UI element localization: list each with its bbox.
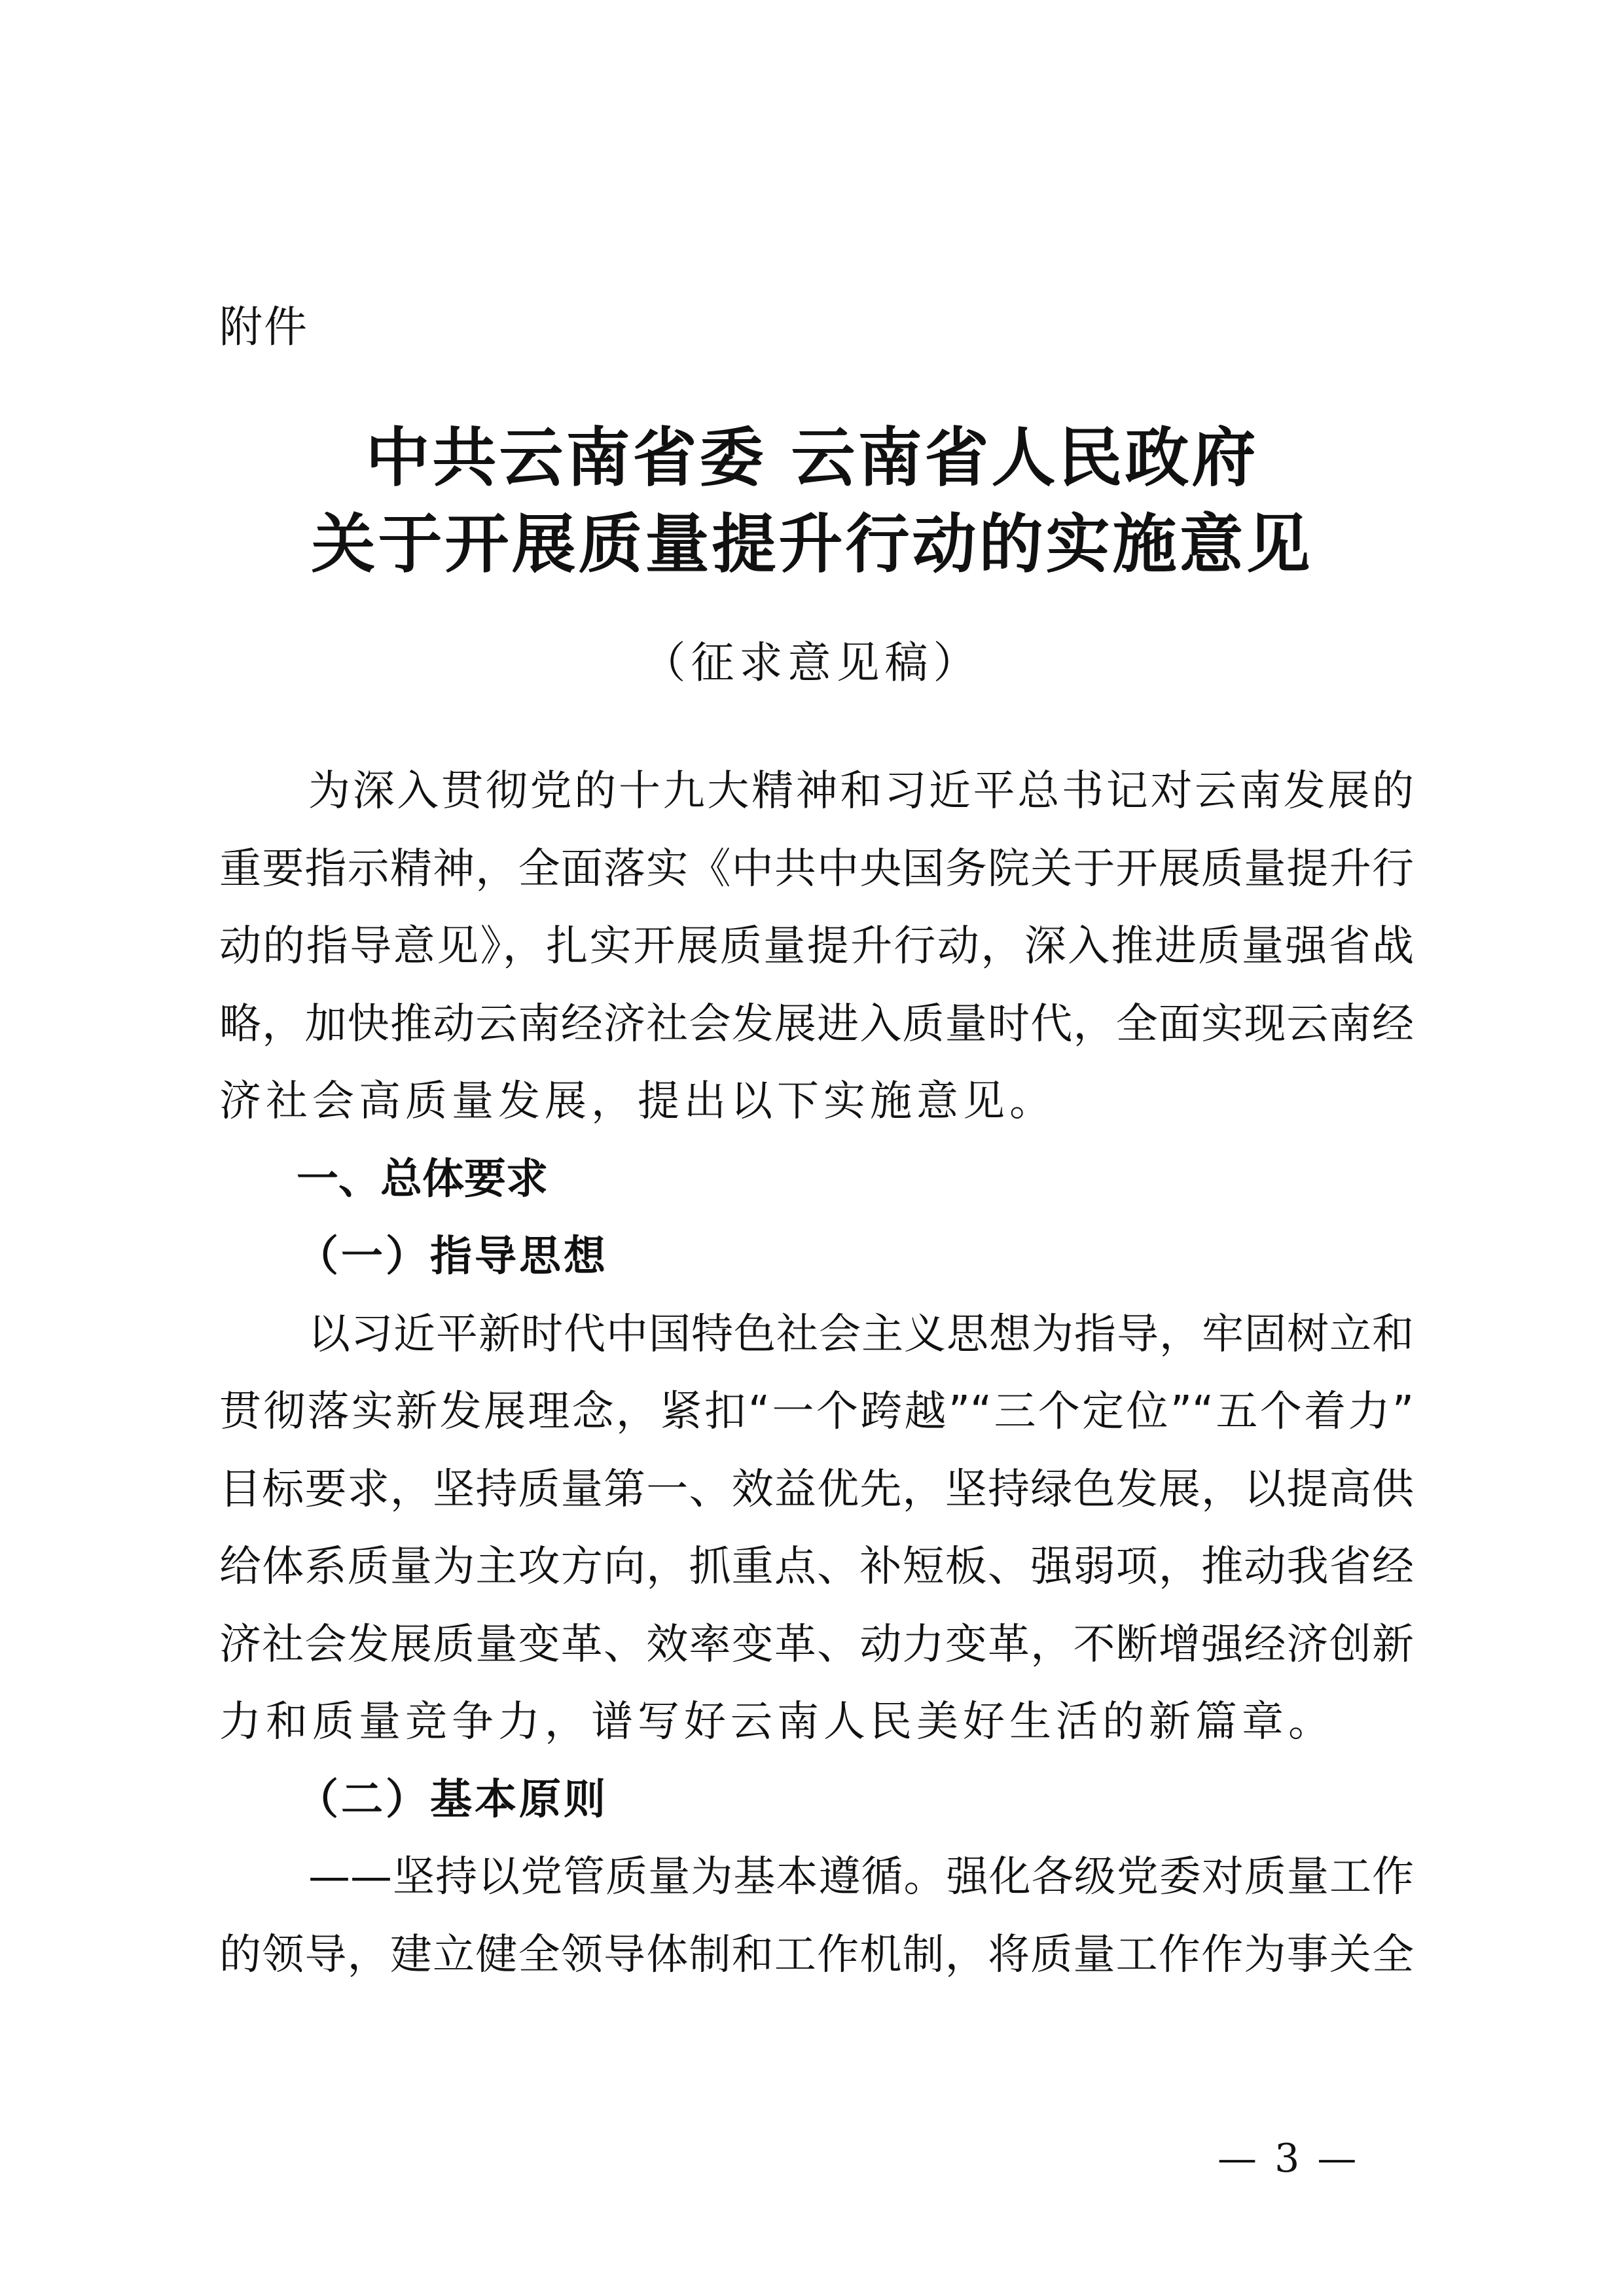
paragraph-line: 重要指示精神，全面落实《中共中央国务院关于开展质量提升行 <box>219 844 1414 893</box>
paragraph-line: 济社会发展质量变革、效率变革、动力变革，不断增强经济创新 <box>219 1620 1414 1669</box>
draft-status-subtitle: （征求意见稿） <box>642 637 982 688</box>
paragraph-first-line: 为深入贯彻党的十九大精神和习近平总书记对云南发展的 <box>308 767 1414 816</box>
paragraph-line: 给体系质量为主攻方向，抓重点、补短板、强弱项，推动我省经 <box>219 1543 1414 1591</box>
section-heading: 一、总体要求 <box>297 1155 548 1204</box>
document-body <box>219 753 1414 1994</box>
paragraph-first-line: ——坚持以党管质量为基本遵循。强化各级党委对质量工作 <box>308 1853 1414 1901</box>
paragraph-line: 动的指导意见》，扎实开展质量提升行动，深入推进质量强省战 <box>219 922 1414 971</box>
subsection-heading: （二）基本原则 <box>297 1774 608 1824</box>
paragraph-line: 略，加快推动云南经济社会发展进入质量时代，全面实现云南经 <box>219 999 1414 1049</box>
paragraph-line: 贯彻落实新发展理念，紧扣“一个跨越”“三个定位”“五个着力” <box>219 1388 1414 1436</box>
paragraph-first-line: 以习近平新时代中国特色社会主义思想为指导，牢固树立和 <box>308 1310 1414 1359</box>
paragraph-last-line: 力和质量竞争力，谱写好云南人民美好生活的新篇章。 <box>219 1698 1335 1746</box>
paragraph-line: 的领导，建立健全领导体制和工作机制，将质量工作作为事关全 <box>219 1930 1414 1979</box>
page-number: — 3 — <box>1218 2136 1360 2181</box>
document-title-line-1: 中共云南省委 云南省人民政府 <box>365 420 1259 495</box>
attachment-label: 附件 <box>219 302 308 352</box>
document-title-line-2: 关于开展质量提升行动的实施意见 <box>311 507 1313 582</box>
subsection-heading: （一）指导思想 <box>297 1232 608 1281</box>
paragraph-line: 目标要求，坚持质量第一、效益优先，坚持绿色发展，以提高供 <box>219 1465 1414 1514</box>
paragraph-last-line: 济社会高质量发展，提出以下实施意见。 <box>219 1077 1056 1126</box>
